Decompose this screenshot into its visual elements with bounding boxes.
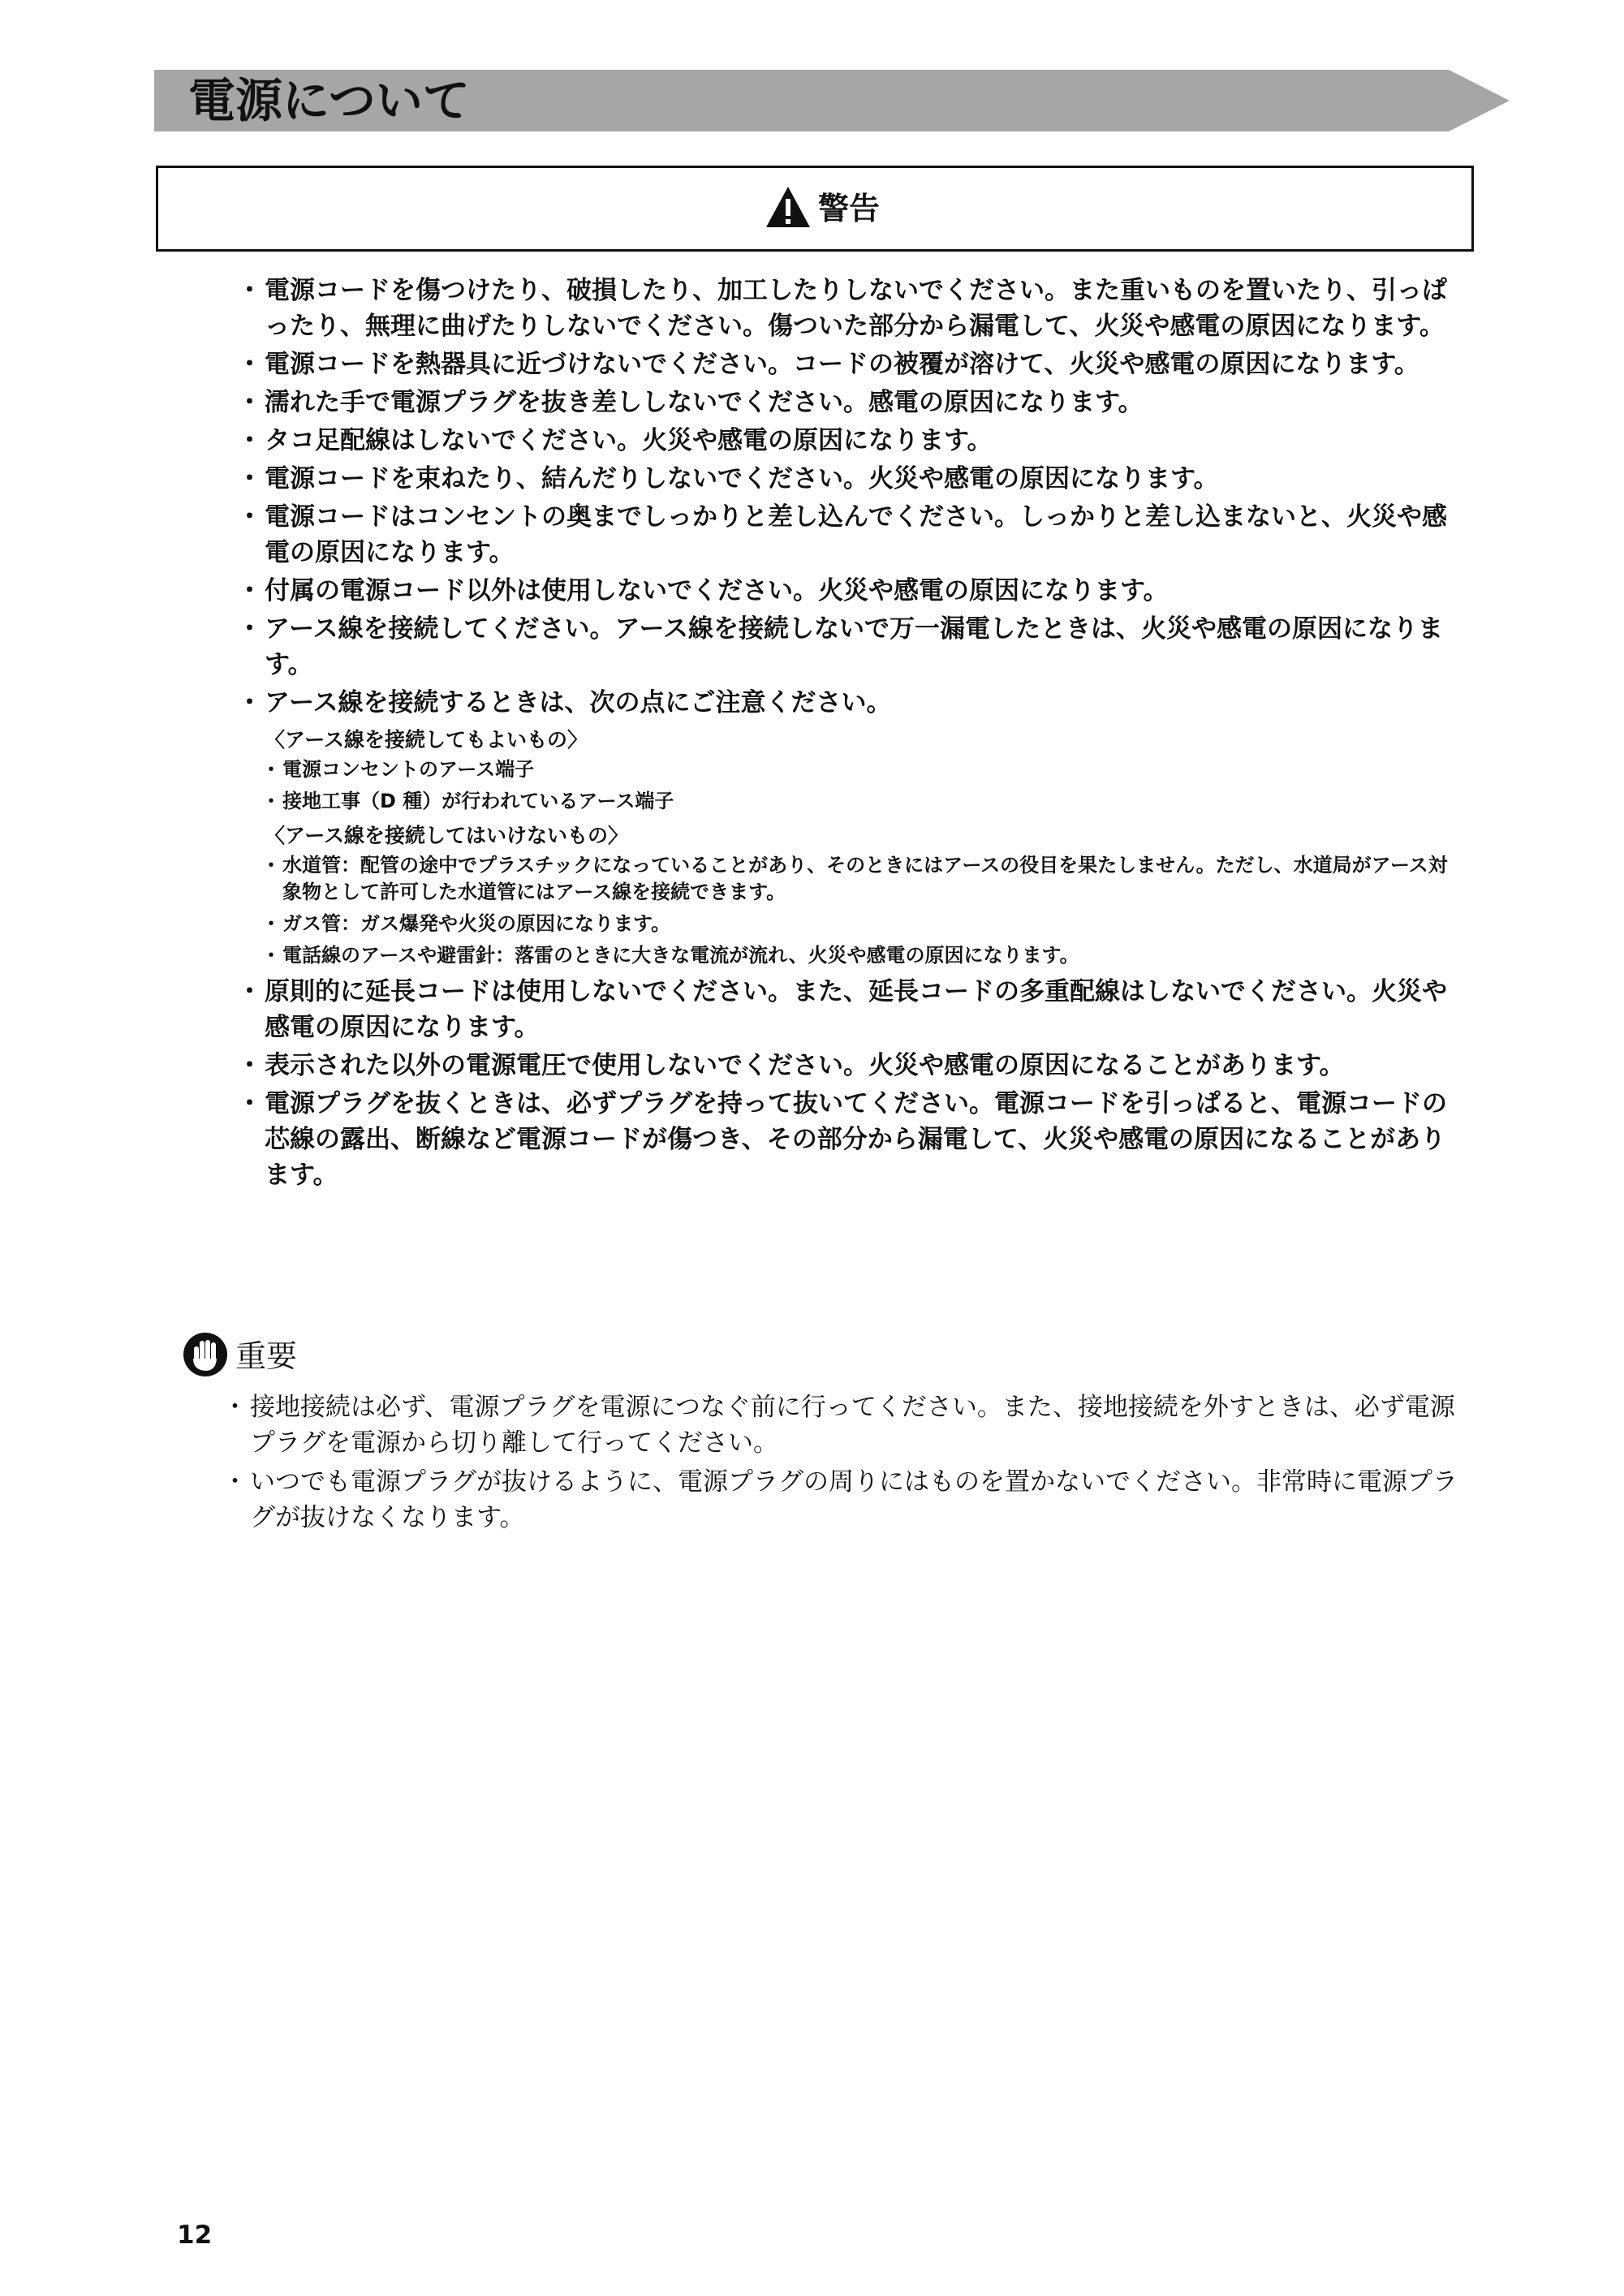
warning-label: 警告 [817,191,880,226]
warning-item: ・ 表示された以外の電源電圧で使用しないでください。火災や感電の原因になることがあります。 [248,1048,1458,1083]
earth-notes [248,724,1458,969]
section-header [154,70,1510,131]
important-item: ・ いつでも電源プラグが抜けるように、電源プラグの周りにはものを置かないでください。非常時に電源プラグが抜けなくなります。 [234,1464,1459,1536]
important-item: ・ 接地接続は必ず、電源プラグを電源につなぐ前に行ってください。また、接地接続を外すときは、必ず電源プラグを電源から切り離して行ってください。 [234,1389,1459,1461]
page-number: 12 [177,2221,213,2250]
important-header [182,1331,297,1381]
warning-item: ・ 電源コードを傷つけたり、破損したり、加工したりしないでください。また重いものを置いたり、引っぱったり、無理に曲げたりしないでください。傷ついた部分から漏電して、火災や感電の原因になります。 [248,273,1458,344]
warning-item: ・ アース線を接続してください。アース線を接続しないで万一漏電したときは、火災や感電の原因になります。 [248,611,1458,683]
earth-ng-item: ・ ガス管：ガス爆発や火災の原因になります。 [265,911,1458,937]
warning-triangle-icon [765,185,812,232]
warning-item: ・ 濡れた手で電源プラグを抜き差ししないでください。感電の原因になります。 [248,385,1458,420]
warning-item: ・ 電源コードはコンセントの奥までしっかりと差し込んでください。しっかりと差し込まないと、火災や感電の原因になります。 [248,499,1458,571]
warning-list [248,273,1458,1195]
earth-ok-item: ・ 電源コンセントのアース端子 [265,756,1458,783]
warning-box [156,166,1474,252]
warning-item: ・ アース線を接続するときは、次の点にご注意ください。 [248,685,1458,721]
warning-item: ・ タコ足配線はしないでください。火災や感電の原因になります。 [248,423,1458,459]
earth-ok-heading: 〈アース線を接続してもよいもの〉 [265,728,588,752]
earth-ng-heading: 〈アース線を接続してはいけないもの〉 [265,824,629,847]
warning-item: ・ 原則的に延長コードは使用しないでください。また、延長コードの多重配線はしないでください。火災や感電の原因になります。 [248,974,1458,1045]
page-title: 電源について [188,73,470,128]
warning-item: ・ 付属の電源コード以外は使用しないでください。火災や感電の原因になります。 [248,573,1458,609]
important-list [234,1389,1459,1539]
earth-ok-item: ・ 接地工事（D 種）が行われているアース端子 [265,788,1458,815]
warning-item: ・ 電源コードを束ねたり、結んだりしないでください。火災や感電の原因になります。 [248,461,1458,497]
important-label: 重要 [235,1338,298,1374]
earth-ng-item: ・ 電話線のアースや避雷針：落雷のときに大きな電流が流れ、火災や感電の原因になります。 [265,942,1458,969]
warning-item: ・ 電源コードを熱器具に近づけないでください。コードの被覆が溶けて、火災や感電の原因になります。 [248,347,1458,382]
warning-item: ・ 電源プラグを抜くときは、必ずプラグを持って抜いてください。電源コードを引っぱると、電源コードの芯線の露出、断線など電源コードが傷つき、その部分から漏電して、火災や感電の原因になることがあります。 [248,1086,1458,1193]
stop-hand-icon [182,1331,229,1381]
earth-ng-item: ・ 水道管：配管の途中でプラスチックになっていることがあり、そのときにはアースの役目を果たしません。ただし、水道局がアース対象物として許可した水道管にはアース線を接続できます。 [265,852,1458,906]
